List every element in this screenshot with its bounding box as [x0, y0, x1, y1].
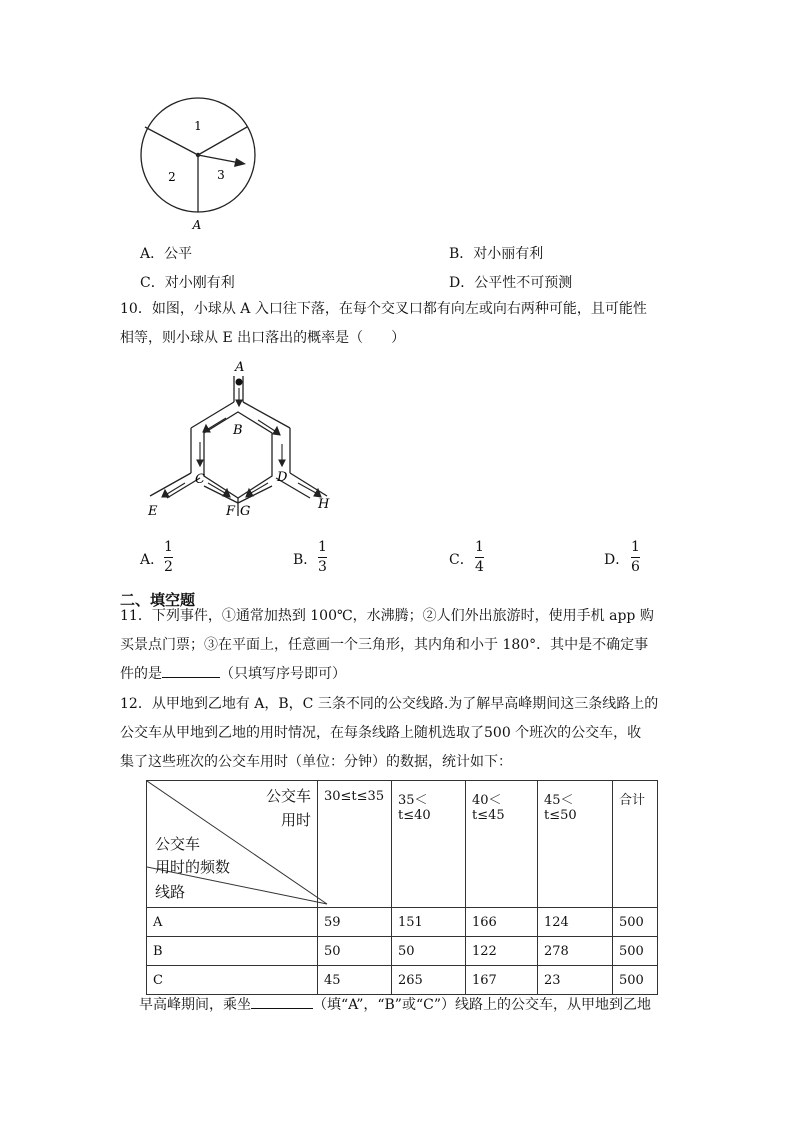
diagram-label-b: B: [233, 423, 243, 438]
column-header: 35＜t≤40: [392, 781, 466, 908]
q9-option-c: C．对小刚有利: [140, 275, 235, 291]
q12-answer-blank[interactable]: [251, 1008, 313, 1009]
diagram-label-d: D: [277, 470, 288, 485]
q11-stem: 11．下列事件，①通常加热到 100℃，水沸腾；②人们外出旅游时，使用手机 app 购 买景点门票；③在平面上，任意画一个三角形，其内角和小于 180°．其中是不确定事 件的是 （只填写序号即可）: [120, 608, 654, 682]
q10-option-c: C．: [449, 552, 474, 568]
column-header: 合计: [613, 781, 658, 908]
ball-path-diagram: [140, 358, 340, 523]
q10-option-b: B．: [293, 552, 318, 568]
diagram-label-g: G: [240, 504, 251, 519]
spinner-point-label: A: [192, 218, 202, 232]
table-row: B 50 50 122 278 500: [147, 937, 658, 966]
q11-answer-blank[interactable]: [162, 677, 220, 678]
q10-option-a-fraction: 1 2: [164, 539, 173, 575]
column-header: 45＜t≤50: [538, 781, 613, 908]
table-row: A 59 151 166 124 500: [147, 908, 658, 937]
q10-option-d-fraction: 1 6: [631, 539, 640, 575]
q10-stem: 10．如图，小球从 A 入口往下落，在每个交叉口都有向左或向右两种可能，且可能性 相等，则小球从 E 出口落出的概率是（ ）: [120, 301, 647, 346]
diagram-label-e: E: [148, 504, 158, 519]
q12-stem: 12．从甲地到乙地有 A，B，C 三条不同的公交线路.为了解早高峰期间这三条线路上的 公交车从甲地到乙地的用时情况，在每条线路上随机选取了500 个班次的公交车，收 集了这些班次的公交车用时（单位：分钟）的数据，统计如下：: [120, 696, 659, 770]
column-header: 40＜t≤45: [466, 781, 538, 908]
diagram-label-h: H: [318, 497, 330, 512]
diagram-label-f: F: [226, 504, 236, 519]
column-header: 30≤t≤35: [318, 781, 392, 908]
diagram-label-a: A: [235, 360, 245, 375]
diagram-label-c: C: [195, 472, 205, 487]
spinner-sector-1: 1: [194, 119, 202, 133]
q10-option-d: D．: [604, 552, 630, 568]
spinner-figure: [130, 95, 270, 235]
q10-option-b-fraction: 1 3: [318, 539, 327, 575]
frequency-table: [146, 780, 658, 995]
spinner-sector-2: 2: [168, 170, 176, 184]
section-title: 二、填空题: [120, 591, 196, 609]
q10-option-a: A．: [140, 552, 165, 568]
table-row: C 45 265 167 23 500: [147, 966, 658, 995]
q9-option-a: A．公平: [140, 246, 193, 262]
table-diagonal-header: 公交车 用时 公交车 用时的频数 线路: [147, 781, 318, 908]
spinner-sector-3: 3: [217, 168, 225, 182]
q9-option-b: B．对小丽有利: [449, 246, 544, 262]
q9-option-d: D．公平性不可预测: [449, 275, 573, 291]
q10-option-c-fraction: 1 4: [475, 539, 484, 575]
q12-followup: 早高峰期间，乘坐 （填“A”，“B”或“C”）线路上的公交车，从甲地到乙地: [139, 997, 651, 1013]
